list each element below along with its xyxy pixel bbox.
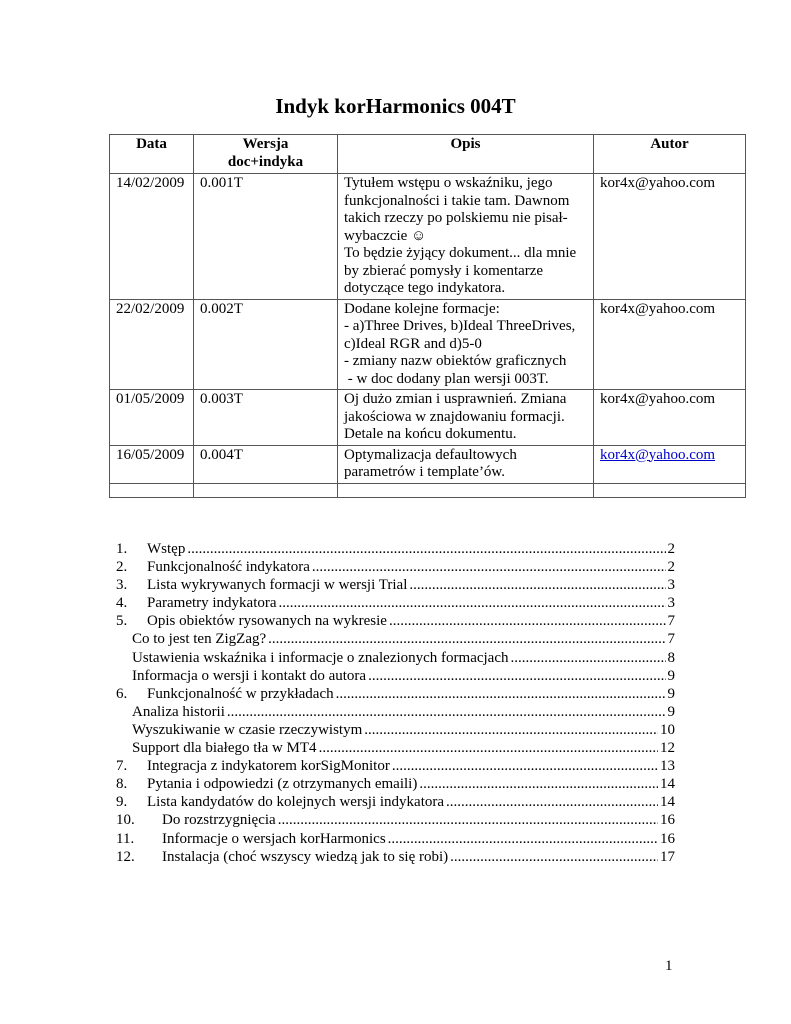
toc-entry-title: Parametry indykatora	[147, 595, 277, 612]
toc-entry[interactable]	[116, 848, 675, 866]
toc-entry-title: Support dla białego tła w MT4	[132, 740, 317, 757]
empty-cell	[594, 483, 746, 497]
author-email: kor4x@yahoo.com	[600, 300, 716, 317]
toc-entry[interactable]	[116, 540, 675, 558]
toc-dot-leader	[319, 739, 658, 757]
toc-entry-number: 3.	[116, 577, 128, 594]
description-line: - a)Three Drives, b)Ideal ThreeDrives,	[344, 318, 576, 334]
toc-dot-leader	[336, 685, 666, 703]
header-version	[194, 135, 338, 174]
table-of-contents	[116, 540, 675, 866]
toc-entry-title: Lista kandydatów do kolejnych wersji indykatora	[147, 794, 445, 811]
toc-entry-title: Wyszukiwanie w czasie rzeczywistym	[132, 721, 363, 738]
toc-dot-leader	[450, 848, 658, 866]
row-date: 22/02/2009	[110, 299, 194, 390]
toc-entry-page: 16	[660, 830, 675, 847]
description-line: To będzie żyjący dokument... dla mnie	[344, 245, 577, 261]
row-description	[338, 445, 594, 483]
table-row	[110, 299, 746, 390]
toc-entry[interactable]	[116, 612, 675, 630]
toc-entry-page: 7	[667, 613, 675, 630]
toc-entry[interactable]	[116, 721, 675, 739]
toc-entry-title: Instalacja (choć wszyscy wiedzą jak to się robi)	[162, 848, 449, 865]
revision-table	[109, 134, 746, 498]
row-version: 0.004T	[194, 445, 338, 483]
description-line: wybaczcie ☺	[344, 227, 427, 244]
header-date: Data	[110, 135, 194, 174]
toc-entry-number: 7.	[116, 758, 128, 775]
toc-entry[interactable]	[116, 739, 675, 757]
empty-cell	[110, 483, 194, 497]
toc-entry[interactable]	[116, 793, 675, 811]
toc-entry-page: 17	[660, 848, 675, 865]
toc-dot-leader	[227, 703, 666, 721]
toc-entry-title: Opis obiektów rysowanych na wykresie	[147, 613, 387, 630]
author-email: kor4x@yahoo.com	[600, 175, 716, 191]
empty-cell	[194, 483, 338, 497]
toc-entry[interactable]	[116, 703, 675, 721]
description-line: Tytułem wstępu o wskaźniku, jego	[344, 175, 553, 191]
author-email: kor4x@yahoo.com	[600, 391, 716, 407]
toc-entry-number: 12.	[116, 848, 135, 865]
toc-entry-page: 16	[660, 812, 675, 829]
revision-table-header	[110, 135, 746, 174]
empty-cell	[338, 483, 594, 497]
row-date: 01/05/2009	[110, 390, 194, 446]
header-version-line2: doc+indyka	[227, 153, 304, 170]
toc-entry-title: Informacja o wersji i kontakt do autora	[132, 667, 367, 684]
description-line: Oj dużo zmian i usprawnień. Zmiana	[344, 391, 567, 407]
toc-dot-leader	[511, 649, 666, 667]
description-line: Optymalizacja defaultowych	[344, 446, 517, 463]
page-number: 1	[665, 958, 673, 974]
header-author: Autor	[594, 135, 746, 174]
toc-entry[interactable]	[116, 685, 675, 703]
row-author	[594, 390, 746, 446]
description-line: Dodane kolejne formacje:	[344, 300, 500, 317]
toc-dot-leader	[388, 830, 658, 848]
toc-entry-title: Lista wykrywanych formacji w wersji Trial	[147, 577, 408, 594]
row-version: 0.002T	[194, 299, 338, 390]
row-author	[594, 174, 746, 300]
row-version: 0.001T	[194, 174, 338, 300]
toc-entry-title: Funkcjonalność indykatora	[147, 559, 310, 576]
row-description	[338, 174, 594, 300]
toc-entry-title: Pytania i odpowiedzi (z otrzymanych emaili)	[147, 776, 418, 793]
toc-entry-page: 2	[667, 541, 675, 557]
description-line: - zmiany nazw obiektów graficznych	[344, 353, 567, 369]
description-line: - w doc dodany plan wersji 003T.	[344, 370, 549, 387]
toc-entry[interactable]	[116, 630, 675, 648]
description-line: Detale na końcu dokumentu.	[344, 426, 517, 442]
row-date: 16/05/2009	[110, 445, 194, 483]
toc-dot-leader	[364, 721, 658, 739]
toc-entry-number: 8.	[116, 776, 128, 793]
toc-entry-number: 5.	[116, 613, 128, 630]
toc-entry-page: 13	[660, 758, 675, 775]
row-date: 14/02/2009	[110, 174, 194, 300]
toc-entry-page: 7	[667, 631, 675, 648]
toc-dot-leader	[419, 775, 658, 793]
toc-entry-number: 6.	[116, 685, 128, 702]
toc-entry-page: 14	[660, 794, 675, 811]
author-email-link[interactable]: kor4x@yahoo.com	[600, 446, 716, 463]
toc-entry-page: 3	[667, 595, 675, 612]
toc-dot-leader	[312, 558, 666, 576]
toc-entry-page: 10	[660, 721, 675, 738]
description-line: dotyczące tego indykatora.	[344, 280, 506, 296]
toc-entry-number: 2.	[116, 559, 128, 576]
empty-row	[110, 483, 746, 497]
toc-entry-number: 10.	[116, 812, 135, 829]
table-row	[110, 174, 746, 300]
toc-entry-page: 9	[667, 703, 675, 720]
document-title: Indyk korHarmonics 004T	[275, 94, 516, 118]
toc-entry-page: 3	[667, 577, 675, 594]
toc-entry-title: Analiza historii	[132, 703, 225, 720]
toc-entry-title: Informacje o wersjach korHarmonics	[162, 830, 386, 847]
description-line: jakościowa w znajdowaniu formacji.	[344, 408, 565, 425]
description-line: parametrów i template’ów.	[344, 464, 506, 480]
toc-entry-page: 14	[660, 776, 675, 793]
toc-entry-title: Wstęp	[147, 541, 186, 557]
toc-entry-title: Ustawienia wskaźnika i informacje o znalezionych formacjach	[132, 649, 509, 666]
toc-entry-number: 11.	[116, 830, 135, 847]
header-version-line1: Wersja	[242, 136, 289, 152]
toc-entry[interactable]	[116, 830, 675, 848]
toc-entry[interactable]	[116, 576, 675, 594]
toc-entry-title: Integracja z indykatorem korSigMonitor	[147, 758, 390, 775]
header-description: Opis	[338, 135, 594, 174]
description-line: takich rzeczy po polskiemu nie pisał-	[344, 210, 568, 226]
toc-entry-number: 9.	[116, 794, 128, 811]
row-description	[338, 390, 594, 446]
toc-dot-leader	[392, 757, 658, 775]
toc-dot-leader	[446, 793, 658, 811]
toc-entry[interactable]	[116, 649, 675, 667]
toc-dot-leader	[187, 540, 665, 558]
toc-entry-page: 12	[660, 740, 675, 757]
toc-entry-page: 2	[667, 559, 675, 576]
row-author	[594, 445, 746, 483]
description-line: funkcjonalności i takie tam. Dawnom	[344, 192, 570, 209]
toc-entry-title: Do rozstrzygnięcia	[162, 812, 276, 829]
table-row	[110, 390, 746, 446]
toc-entry[interactable]	[116, 558, 675, 576]
toc-entry[interactable]	[116, 811, 675, 829]
toc-entry[interactable]	[116, 667, 675, 685]
toc-entry-number: 1.	[116, 541, 128, 557]
row-version: 0.003T	[194, 390, 338, 446]
table-row	[110, 445, 746, 483]
toc-entry-title: Funkcjonalność w przykładach	[147, 685, 334, 702]
description-line: c)Ideal RGR and d)5-0	[344, 335, 482, 352]
toc-dot-leader	[368, 667, 665, 685]
description-line: by zbierać pomysły i komentarze	[344, 262, 544, 279]
toc-dot-leader	[268, 630, 665, 648]
row-description	[338, 299, 594, 390]
toc-dot-leader	[409, 576, 665, 594]
toc-entry-title: Co to jest ten ZigZag?	[132, 631, 267, 648]
toc-entry-page: 9	[667, 667, 675, 684]
toc-entry[interactable]	[116, 757, 675, 775]
toc-entry[interactable]	[116, 775, 675, 793]
toc-dot-leader	[279, 594, 666, 612]
row-author	[594, 299, 746, 390]
toc-entry-page: 9	[667, 685, 675, 702]
toc-entry-page: 8	[667, 649, 675, 666]
toc-entry-number: 4.	[116, 595, 128, 612]
toc-dot-leader	[389, 612, 666, 630]
toc-entry[interactable]	[116, 594, 675, 612]
toc-dot-leader	[278, 811, 658, 829]
